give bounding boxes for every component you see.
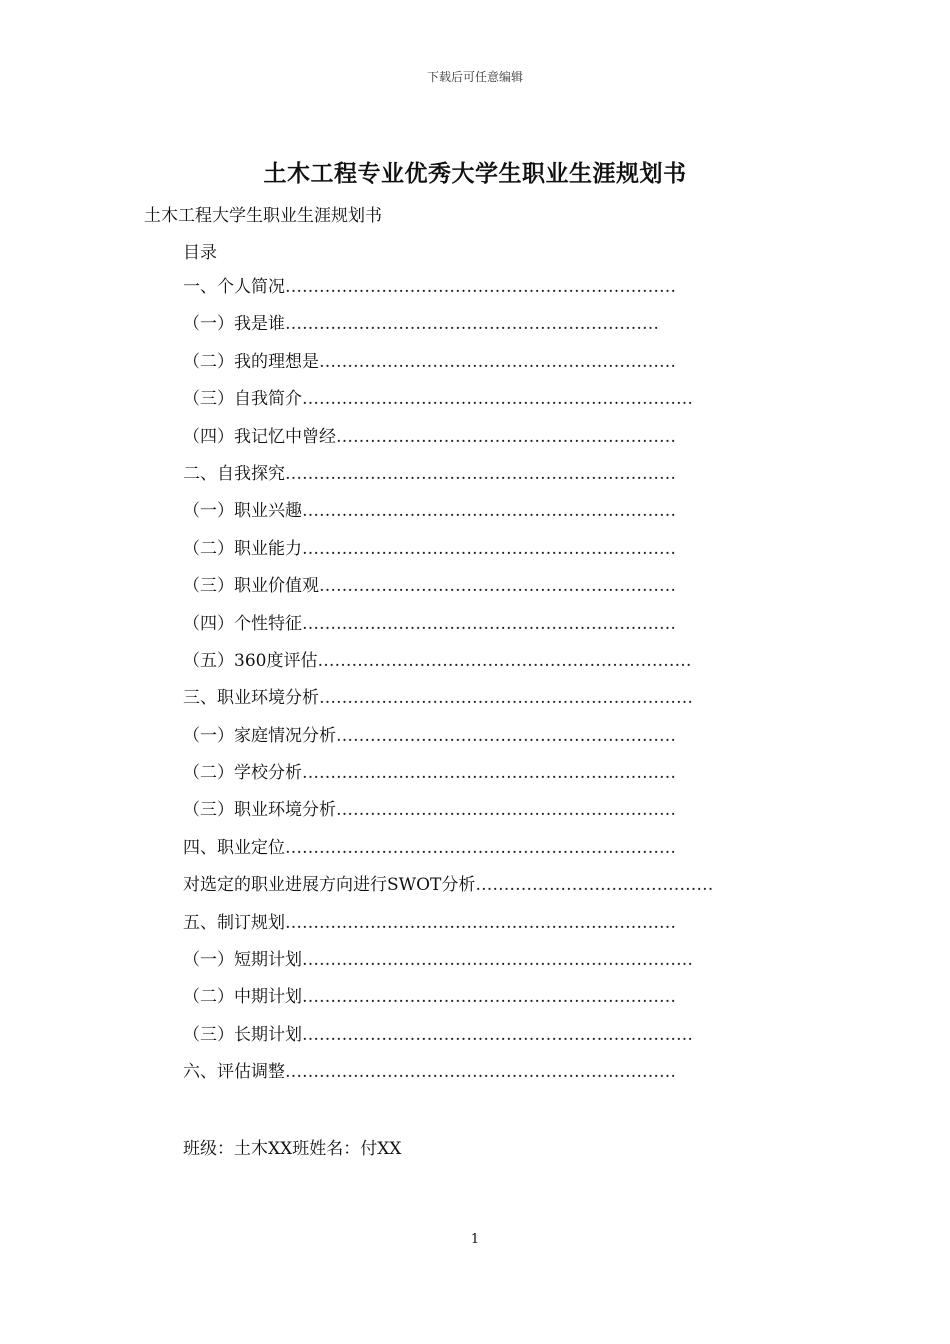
document-subtitle: 土木工程大学生职业生涯规划书 <box>144 206 382 226</box>
toc-entry <box>183 424 713 461</box>
toc-leader-dots: …………………………………………………… <box>336 800 676 821</box>
toc-entry <box>183 461 713 498</box>
toc-entry <box>183 274 713 311</box>
toc-entry-text: （三）职业价值观 <box>183 576 319 597</box>
toc-leader-dots: …………………………………………………… <box>336 725 676 746</box>
toc-leader-dots: ………………………………………………………… <box>317 650 692 671</box>
toc-entry-text: 四、职业定位 <box>183 837 285 858</box>
document-title: 土木工程专业优秀大学生职业生涯规划书 <box>263 160 687 187</box>
table-of-contents <box>183 274 713 1097</box>
toc-entry-text: 一、个人简况 <box>183 277 285 297</box>
toc-entry-text: （三）长期计划 <box>183 1024 302 1045</box>
toc-entry <box>183 685 713 722</box>
toc-leader-dots: ………………………………………………………… <box>302 987 676 1008</box>
toc-entry-text: （二）职业能力 <box>183 538 302 559</box>
class-and-name-info: 班级：土木XX班姓名：付XX <box>183 1139 402 1159</box>
toc-leader-dots: …………………………………… <box>475 875 714 896</box>
toc-leader-dots: …………………………………………………………… <box>302 389 693 410</box>
toc-leader-dots: ……………………………………………………… <box>319 576 676 597</box>
toc-entry <box>183 311 713 348</box>
toc-leader-dots: …………………………………………………………… <box>285 463 676 484</box>
toc-leader-dots: ………………………………………………………… <box>319 688 693 709</box>
toc-entry <box>183 984 713 1021</box>
toc-leader-dots: …………………………………………………………… <box>302 1024 693 1045</box>
toc-leader-dots: ………………………………………………………… <box>302 613 676 634</box>
toc-leader-dots: ……………………………………………………… <box>319 351 676 372</box>
toc-leader-dots: ………………………………………………………… <box>302 501 676 522</box>
toc-entry-text: （二）我的理想是 <box>183 351 319 372</box>
toc-entry-text: （四）我记忆中曾经 <box>183 426 336 447</box>
toc-entry-text: （三）职业环境分析 <box>183 800 336 821</box>
toc-entry <box>183 611 713 648</box>
toc-entry <box>183 573 713 610</box>
header-note: 下载后可任意编辑 <box>426 70 523 84</box>
toc-entry <box>183 349 713 386</box>
toc-entry <box>183 797 713 834</box>
toc-entry-text: （一）短期计划 <box>183 950 302 971</box>
toc-entry <box>183 498 713 535</box>
toc-entry <box>183 947 713 984</box>
toc-leader-dots: …………………………………………………………… <box>285 277 676 297</box>
toc-entry-text: （五）360度评估 <box>183 650 318 671</box>
toc-heading: 目录 <box>183 243 217 263</box>
toc-entry <box>183 760 713 797</box>
toc-entry <box>183 723 713 760</box>
toc-leader-dots: …………………………………………………………… <box>285 837 676 858</box>
toc-entry <box>183 386 713 423</box>
page-number: 1 <box>470 1232 480 1247</box>
toc-entry-text: （一）职业兴趣 <box>183 501 302 522</box>
toc-entry-text: （一）家庭情况分析 <box>183 725 336 746</box>
toc-entry-text: 六、评估调整 <box>183 1062 285 1083</box>
toc-leader-dots: …………………………………………………………… <box>285 912 676 933</box>
toc-entry-text: （一）我是谁 <box>183 314 285 335</box>
toc-entry-text: 三、职业环境分析 <box>183 688 319 709</box>
toc-entry-text: （四）个性特征 <box>183 613 302 634</box>
toc-entry <box>183 648 713 685</box>
toc-leader-dots: ………………………………………………………… <box>285 314 659 335</box>
toc-entry-text: （三）自我简介 <box>183 389 302 410</box>
toc-leader-dots: …………………………………………………………… <box>285 1062 676 1083</box>
toc-entry-text: 五、制订规划 <box>183 912 285 933</box>
toc-entry <box>183 536 713 573</box>
toc-entry-text: （二）学校分析 <box>183 763 302 784</box>
toc-leader-dots: …………………………………………………………… <box>302 950 693 971</box>
toc-leader-dots: ………………………………………………………… <box>302 763 676 784</box>
toc-entry-text: （二）中期计划 <box>183 987 302 1008</box>
toc-entry-text: 对选定的职业进展方向进行SWOT分析 <box>183 875 476 896</box>
toc-entry <box>183 835 713 872</box>
toc-leader-dots: ………………………………………………………… <box>302 538 676 559</box>
toc-entry <box>183 1022 713 1059</box>
toc-leader-dots: …………………………………………………… <box>336 426 676 447</box>
toc-entry <box>183 1059 713 1096</box>
toc-entry <box>183 910 713 947</box>
toc-entry-text: 二、自我探究 <box>183 463 285 484</box>
toc-entry <box>183 872 713 909</box>
